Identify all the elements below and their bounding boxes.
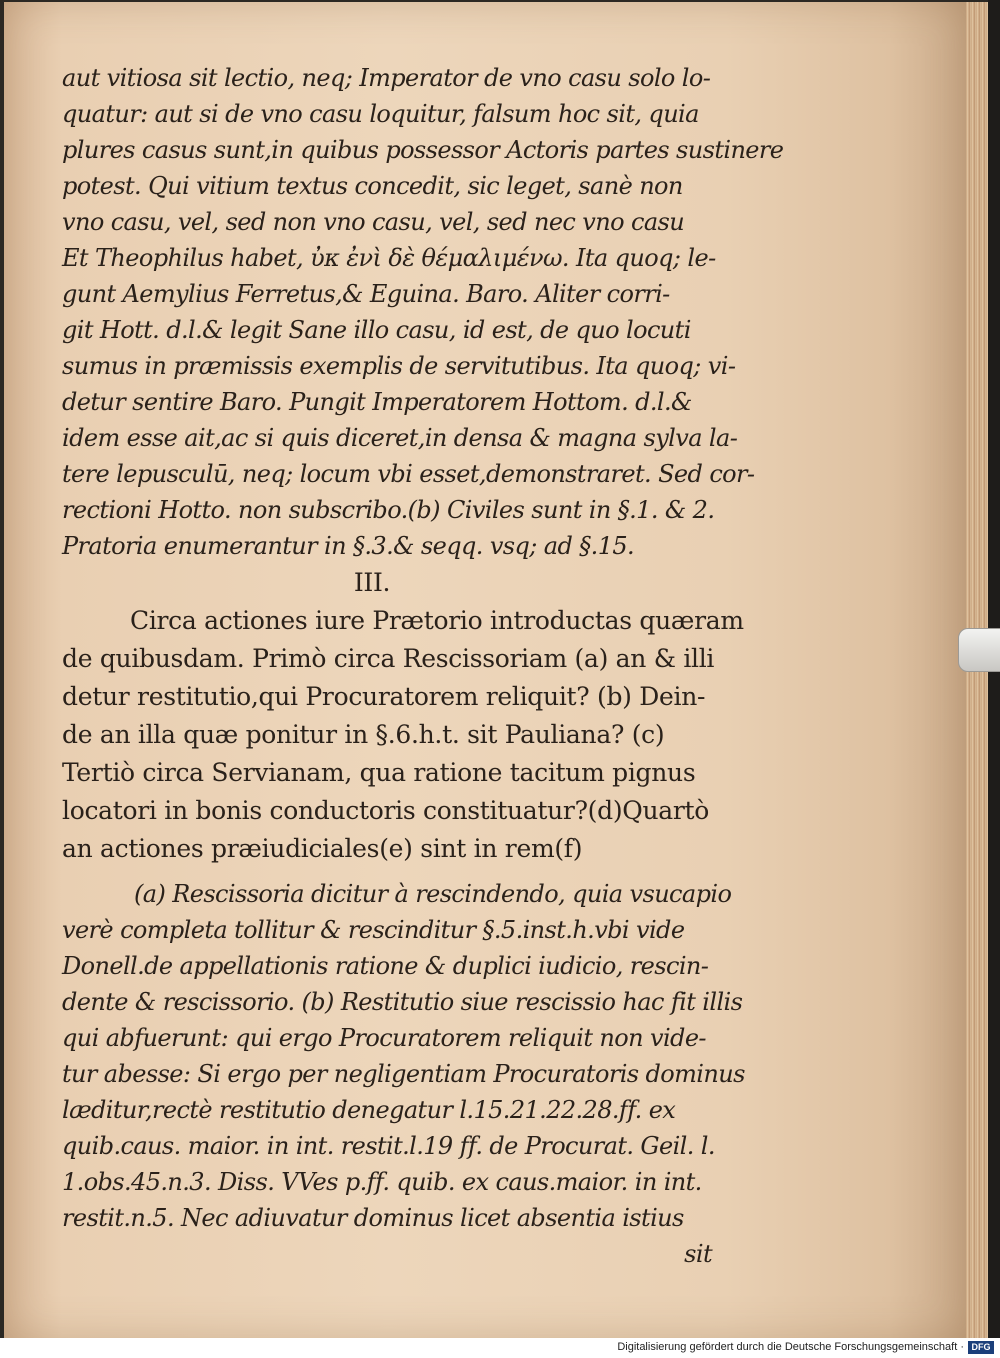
text-line: an actiones præiudiciales(e) sint in rem(f) (62, 834, 583, 863)
note-line: qui abfuerunt: qui ergo Procuratorem reliquit non vide- (62, 1024, 706, 1052)
page-turn-tab[interactable] (958, 628, 1000, 672)
text-line: Tertiò circa Servianam, qua ratione tacitum pignus (62, 758, 696, 787)
text-line: vno casu, vel, sed non vno casu, vel, sed nec vno casu (62, 208, 685, 236)
text-line: potest. Qui vitium textus concedit, sic leget, sanè non (62, 172, 683, 200)
funding-credit: Digitalisierung gefördert durch die Deutsche Forschungsgemeinschaft · (617, 1341, 964, 1353)
text-line: de quibusdam. Primò circa Rescissoriam (a) an & illi (62, 644, 715, 673)
text-line: sumus in præmissis exemplis de servitutibus. Ita quoq; vi- (62, 352, 736, 380)
text-line: git Hott. d.l.& legit Sane illo casu, id est, de quo locuti (62, 316, 691, 344)
text-line: de an illa quæ ponitur in §.6.h.t. sit Pauliana? (c) (62, 720, 665, 749)
text-line: gunt Aemylius Ferretus,& Eguina. Baro. Aliter corri- (62, 280, 670, 308)
note-line: Donell.de appellationis ratione & duplici iudicio, rescin- (62, 952, 709, 980)
text-line: detur sentire Baro. Pungit Imperatorem Hottom. d.l.& (62, 388, 692, 416)
text-line: Circa actiones iure Prætorio introductas quæram (130, 606, 744, 635)
text-line: aut vitiosa sit lectio, neq; Imperator de vno casu solo lo- (62, 64, 711, 92)
text-line: quatur: aut si de vno casu loquitur, falsum hoc sit, quia (62, 100, 699, 128)
note-line: verè completa tollitur & rescinditur §.5.inst.h.vbi vide (62, 916, 685, 944)
note-line: 1.obs.45.n.3. Diss. VVes p.ff. quib. ex caus.maior. in int. (62, 1168, 702, 1196)
footer-bar (0, 1338, 1000, 1358)
page-text (62, 60, 784, 1272)
text-line: locatori in bonis conductoris constituatur?(d)Quartò (62, 796, 710, 825)
catchword: sit (684, 1240, 712, 1268)
text-line: rectioni Hotto. non subscribo.(b) Civiles sunt in §.1. & 2. (62, 496, 715, 524)
note-line: (a) Rescissoria dicitur à rescindendo, quia vsucapio (134, 880, 732, 908)
text-line: Et Theophilus habet, ὐκ ἐνὶ δὲ θέμαλιμένω. Ita quoq; le- (62, 244, 716, 272)
note-line: restit.n.5. Nec adiuvatur dominus licet absentia istius (62, 1204, 684, 1232)
text-line: idem esse ait,ac si quis diceret,in densa & magna sylva la- (62, 424, 738, 452)
text-line: Pratoria enumerantur in §.3.& seqq. vsq; ad §.15. (62, 532, 635, 560)
note-line: læditur,rectè restitutio denegatur l.15.21.22.28.ff. ex (62, 1096, 676, 1124)
note-line: tur abesse: Si ergo per negligentiam Procuratoris dominus (62, 1060, 745, 1088)
dfg-logo-icon: DFG (968, 1341, 994, 1354)
text-line: tere lepusculū, neq; locum vbi esset,demonstraret. Sed cor- (62, 460, 755, 488)
text-line: detur restitutio,qui Procuratorem reliquit? (b) Dein- (62, 682, 706, 711)
note-line: dente & rescissorio. (b) Restitutio siue rescissio hac fit illis (62, 988, 743, 1016)
section-heading: III. (353, 568, 391, 597)
note-line: quib.caus. maior. in int. restit.l.19 ff. de Procurat. Geil. l. (62, 1132, 715, 1160)
text-line: plures casus sunt,in quibus possessor Actoris partes sustinere (62, 136, 784, 164)
